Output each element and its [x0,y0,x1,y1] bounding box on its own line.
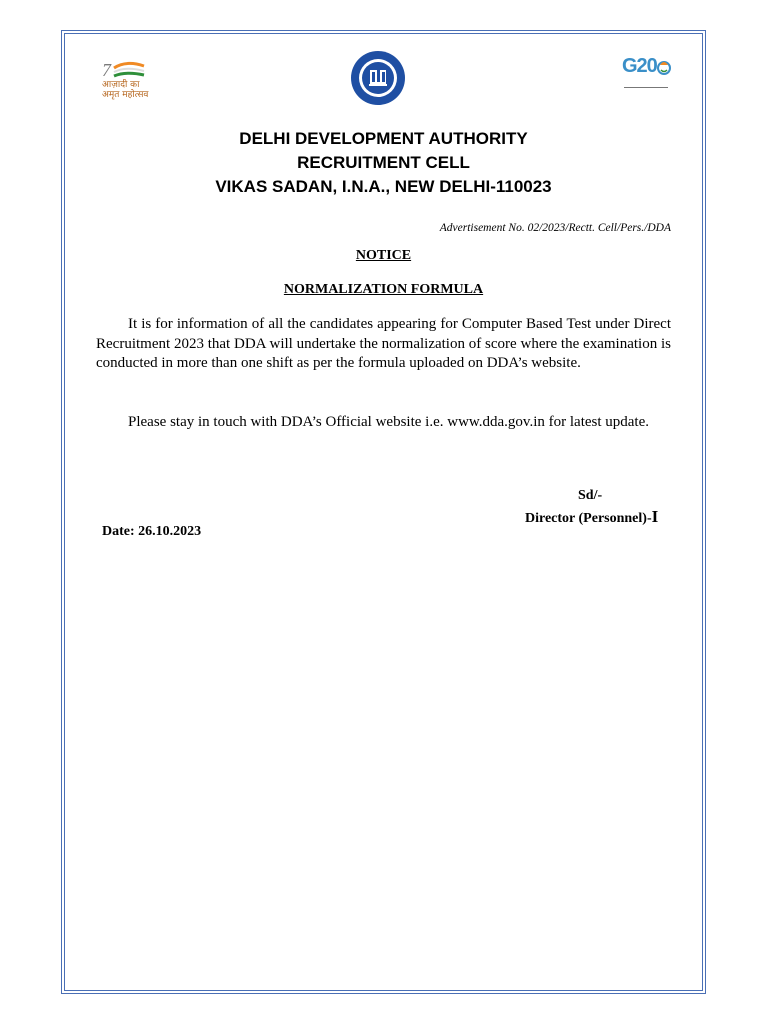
svg-text:7: 7 [102,60,111,80]
azadi-ka-amrit-mahotsav-logo [98,58,160,106]
notice-date: Date: 26.10.2023 [102,524,202,539]
header-line-2: RECRUITMENT CELL [297,153,470,172]
designation-text: Director (Personnel)- [525,511,652,526]
signature-sd: Sd/- [578,488,603,503]
signature-designation [525,507,658,527]
tricolor-75-icon [98,58,160,82]
designation-suffix: I [651,507,659,526]
header-line-3: VIKAS SADAN, I.N.A., NEW DELHI-110023 [215,177,552,196]
g20-text: G20 [622,55,657,77]
g20-logo [612,55,678,107]
notice-subject: NORMALIZATION FORMULA [283,282,484,297]
document-header [64,127,703,199]
notice-title: NOTICE [355,248,412,263]
g20-tagline-icon [624,85,668,91]
notice-paragraph-1: It is for information of all the candidates appearing for Computer Based Test under Direct Recruitment 2023 that DDA will undertake the normalization of score where the examination is conducted in more than one shift as per the formula uploaded on DDA’s website. [96,316,671,371]
logo-left-text-2: अमृत महोत्सव [102,90,149,100]
dda-emblem-logo [350,50,406,106]
logo-left-text-1: आज़ादी का [102,80,140,90]
lotus-globe-icon [656,59,672,75]
header-line-1: DELHI DEVELOPMENT AUTHORITY [239,129,528,148]
advertisement-number: Advertisement No. 02/2023/Rectt. Cell/Pers./DDA [439,222,671,234]
notice-paragraph-2: Please stay in touch with DDA’s Official website i.e. www.dda.gov.in for latest update. [128,414,650,430]
dda-emblem-icon [350,50,406,106]
